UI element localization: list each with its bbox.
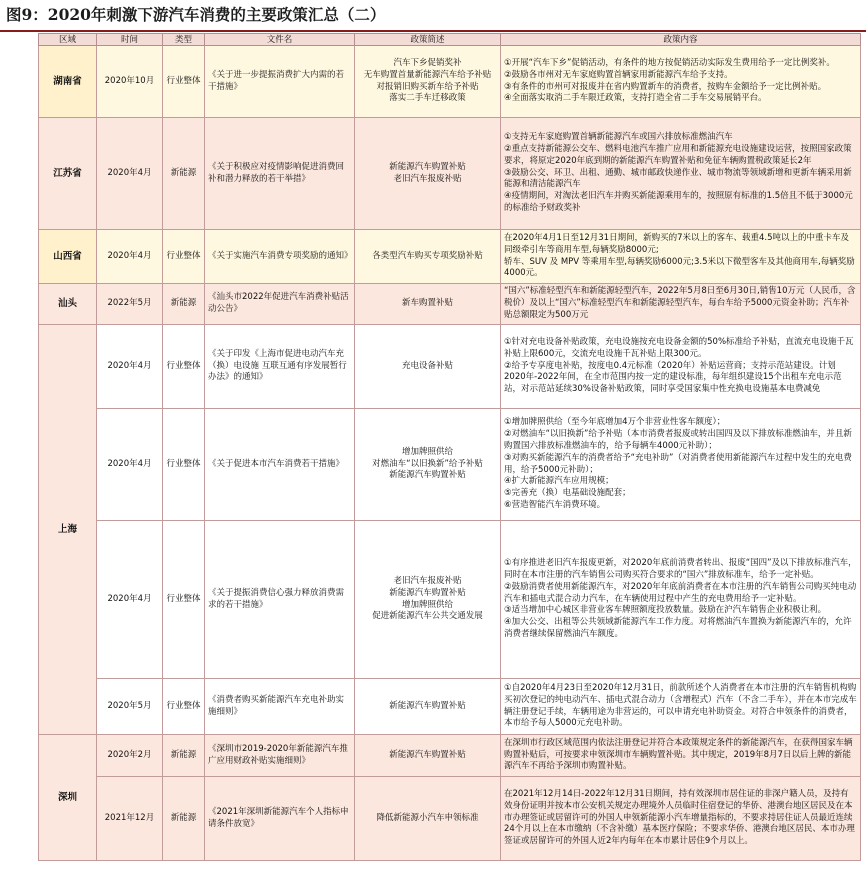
content-line: ①有序推进老旧汽车报废更新，对2020年底前消费者转出、报废“国四”及以下排放标准汽车，同时在本市注册的汽车销售公司购买符合要求的“国六”排放标准车，给予一定补贴。: [504, 558, 857, 580]
brief-line: 各类型汽车购买专项奖励补贴: [372, 250, 483, 261]
doc-cell: 《关于实施汽车消费专项奖励的通知》: [205, 230, 355, 284]
header-time: 时间: [97, 34, 163, 46]
brief-line: 新能源汽车购置补贴: [389, 749, 466, 760]
table-row: [39, 118, 861, 230]
table-row: [39, 679, 861, 735]
region-cell: 湖南省: [39, 46, 97, 118]
policy-table: [38, 33, 861, 861]
content-cell: [501, 284, 861, 325]
content-line: ④疫情期间，对淘汰老旧汽车并购买新能源乘用车的，按照原有标准的1.5倍且不低于3000元的标准给予财政奖补: [504, 191, 853, 213]
brief-line: 新车购置补贴: [401, 298, 453, 309]
brief-line: 新能源汽车购置补贴: [389, 470, 466, 481]
brief-line: 增加牌照供给: [401, 446, 453, 457]
time-cell: 2020年4月: [97, 118, 163, 230]
content-cell: [501, 735, 861, 777]
type-cell: 行业整体: [163, 521, 205, 679]
time-cell: 2020年2月: [97, 735, 163, 777]
content-line: ②给予专享度电补贴，按度电0.4元标准（2020年）补贴运营商；支持示范站建设。计划2020年-2022年间，在全市范围内按一定的建设标准，每年组织建设15个出租车充电示范站，对示范站延续30%设备补贴政策，同时享受国家集中性充换电设施基本电费减免: [504, 360, 842, 395]
content-cell: [501, 777, 861, 861]
table-row: [39, 284, 861, 325]
brief-cell: [355, 118, 501, 230]
type-cell: 行业整体: [163, 679, 205, 735]
type-cell: 行业整体: [163, 325, 205, 409]
table-row: [39, 409, 861, 521]
brief-cell: [355, 735, 501, 777]
content-line: ①开展“汽车下乡”促销活动，有条件的地方按促销活动实际发生费用给予一定比例奖补。: [504, 57, 835, 68]
brief-line: 促进新能源汽车公共交通发展: [372, 611, 483, 622]
table-row: [39, 521, 861, 679]
brief-cell: [355, 230, 501, 284]
brief-cell: [355, 521, 501, 679]
doc-cell: 《关于提振消费信心强力释放消费需求的若干措施》: [205, 521, 355, 679]
table-row: [39, 735, 861, 777]
content-cell: [501, 325, 861, 409]
header-content: 政策内容: [501, 34, 861, 46]
brief-cell: [355, 777, 501, 861]
title-divider: [0, 30, 866, 32]
brief-line: 对燃油车“以旧换新”给予补贴: [372, 458, 483, 469]
content-line: ①支持无车家庭购置首辆新能源汽车或国六排放标准燃油汽车: [504, 132, 733, 143]
table-row: [39, 46, 861, 118]
brief-line: 汽车下乡促销奖补: [393, 57, 462, 68]
type-cell: 行业整体: [163, 409, 205, 521]
doc-cell: 《关于印发《上海市促进电动汽车充（换）电设施 互联互通有序发展暂行办法》的通知》: [205, 325, 355, 409]
region-cell: 山西省: [39, 230, 97, 284]
time-cell: 2020年4月: [97, 230, 163, 284]
header-brief: 政策简述: [355, 34, 501, 46]
content-line: ②鼓励消费者使用新能源汽车，对2020年年底前消费者在本市注册的汽车销售公司购买纯电动汽车和插电式混合动力汽车，在车辆使用过程中产生的充电费用给予一定补贴。: [504, 581, 857, 604]
table-row: [39, 777, 861, 861]
content-line: ②对燃油车“以旧换新”给予补贴（本市消费者报废或转出国四及以下排放标准燃油车，并且新购置国六排放标准燃油车的，给予每辆车4000元补助）；: [504, 429, 852, 451]
brief-line: 新能源汽车购置补贴: [389, 700, 466, 711]
type-cell: 新能源: [163, 777, 205, 861]
brief-line: 新能源汽车购置补贴: [389, 587, 466, 598]
time-cell: 2022年5月: [97, 284, 163, 325]
brief-cell: [355, 325, 501, 409]
brief-line: 增加牌照供给: [401, 599, 453, 610]
doc-cell: 《2021年深圳新能源汽车个人指标申请条件放宽》: [205, 777, 355, 861]
time-cell: 2020年4月: [97, 521, 163, 679]
content-line: 在2021年12月14日-2022年12月31日期间，持有效深圳市居住证的非深户籍人员，及持有效身份证明并按本市公安机关规定办理境外人员临时住宿登记的华侨、港澳台地区居民及在本市办理签证或居留许可的外国人申领新能源小汽车增量指标的，不要求持居住证人员最近连续24个月以上在本市缴纳（不含补缴）基本医疗保险；不要求华侨、港澳台地区居民、本市办理签证或居留许可的外国人近2年内每年在本市累计居住9个月以上。: [504, 789, 855, 847]
content-line: “国六”标准轻型汽车和新能源轻型汽车，2022年5月8日至6月30日,销售10万元（人民币，含税价）及以上“国六”标准轻型汽车和新能源轻型汽车，每台车给予5000元资金补助；汽车补贴总额限定为500万元: [504, 286, 856, 320]
content-line: ①增加牌照供给（至今年底增加4万个非营业性客车额度）；: [504, 417, 726, 428]
brief-line: 无车购置首量新能源汽车给予补贴: [363, 69, 492, 80]
region-cell: 深圳: [39, 735, 97, 861]
brief-cell: [355, 679, 501, 735]
brief-line: 降低新能源小汽车申领标准: [376, 812, 479, 823]
content-cell: [501, 46, 861, 118]
region-cell: 上海: [39, 325, 97, 735]
doc-cell: 《关于积极应对疫情影响促进消费回补和潜力释放的若干举措》: [205, 118, 355, 230]
header-type: 类型: [163, 34, 205, 46]
brief-line: 老旧汽车报废补贴: [393, 575, 462, 586]
brief-cell: [355, 409, 501, 521]
content-line: ②鼓励各市州对无车家庭购置首辆家用新能源汽车给予支持。: [504, 69, 733, 80]
table-row: [39, 230, 861, 284]
time-cell: 2020年10月: [97, 46, 163, 118]
type-cell: 新能源: [163, 118, 205, 230]
content-line: ②重点支持新能源公交车、燃料电池汽车推广应用和新能源充电设施建设运营，按照国家政策要求，将原定2020年底到期的新能源汽车购置补贴和免征车辆购置税政策延长2年: [504, 144, 852, 166]
table-header-row: [39, 34, 861, 46]
content-line: ①针对充电设备补贴政策，充电设施按充电设备金额的50%标准给予补贴，直流充电设施千瓦补贴上限600元，交流充电设施千瓦补贴上限300元。: [504, 337, 854, 359]
region-cell: 江苏省: [39, 118, 97, 230]
figure-title: 图9：2020年刺激下游汽车消费的主要政策汇总（二）: [6, 5, 386, 24]
content-line: ③适当增加中心城区非营业客车牌照额度投放数量。鼓励在沪汽车销售企业积极让利。: [504, 605, 827, 616]
content-cell: [501, 118, 861, 230]
content-line: ④全面落实取消二手车限迁政策，支持打造全省二手车交易展销平台。: [504, 93, 767, 104]
type-cell: 行业整体: [163, 46, 205, 118]
doc-cell: 《消费者购买新能源汽车充电补助实施细则》: [205, 679, 355, 735]
brief-line: 新能源汽车购置补贴: [389, 161, 466, 172]
type-cell: 新能源: [163, 735, 205, 777]
content-line: ④加大公交、出租等公共领域新能源汽车工作力度。对将燃油汽车置换为新能源汽车的，允许消费者继续保留燃油汽车额度。: [504, 617, 852, 639]
brief-cell: [355, 46, 501, 118]
doc-cell: 《关于进一步提振消费扩大内需的若干措施》: [205, 46, 355, 118]
content-line: ③对购买新能源汽车的消费者给予“充电补助”（对消费者使用新能源汽车过程中发生的充电费用，给予5000元补助）；: [504, 452, 852, 475]
time-cell: 2021年12月: [97, 777, 163, 861]
brief-line: 对报销旧购买新车给予补贴: [376, 81, 479, 92]
type-cell: 新能源: [163, 284, 205, 325]
content-line: ④扩大新能源汽车应用规模；: [504, 476, 614, 487]
time-cell: 2020年4月: [97, 409, 163, 521]
content-line: ⑤完善充（换）电基础设施配套；: [504, 488, 631, 499]
content-line: 在2020年4月1日至12月31日期间，新购买的7米以上的客车、载重4.5吨以上的中重卡车及同级牵引车等商用车型,每辆奖励8000元;: [504, 232, 850, 255]
doc-cell: 《深圳市2019-2020年新能源汽车推广应用财政补贴实施细则》: [205, 735, 355, 777]
content-line: ③鼓励公交、环卫、出租、通勤、城市邮政快递作业、城市物流等领域新增和更新车辆采用新能源和清洁能源汽车: [504, 167, 852, 190]
type-cell: 行业整体: [163, 230, 205, 284]
content-cell: [501, 409, 861, 521]
header-doc: 文件名: [205, 34, 355, 46]
table-row: [39, 325, 861, 409]
brief-line: 落实二手车迁移政策: [389, 93, 466, 104]
content-line: ①自2020年4月23日至2020年12月31日，前款所述个人消费者在本市注册的汽车销售机构购买初次登记的纯电动汽车、插电式混合动力（含增程式）汽车（不含二手车），并在本市完成车辆注册登记手续，车辆用途为非营运的，可以申请充电补助资金。对符合申领条件的消费者，本市给予每人5000元充电补助。: [504, 682, 857, 729]
brief-line: 充电设备补贴: [401, 360, 453, 371]
content-cell: [501, 230, 861, 284]
content-line: 轿车、SUV 及 MPV 等乘用车型,每辆奖励6000元;3.5米以下微型客车及其他商用车,每辆奖励4000元。: [504, 256, 855, 279]
content-line: ⑥营造智能汽车消费环境。: [504, 499, 606, 510]
time-cell: 2020年5月: [97, 679, 163, 735]
content-cell: [501, 521, 861, 679]
content-cell: [501, 679, 861, 735]
brief-line: 老旧汽车报废补贴: [393, 173, 462, 184]
time-cell: 2020年4月: [97, 325, 163, 409]
doc-cell: 《汕头市2022年促进汽车消费补贴活动公告》: [205, 284, 355, 325]
content-line: ③有条件的市州可对报废并在省内购置新车的消费者，按购车金额给予一定比例补贴。: [504, 81, 827, 92]
region-cell: 汕头: [39, 284, 97, 325]
header-region: 区域: [39, 34, 97, 46]
brief-cell: [355, 284, 501, 325]
content-line: 在深圳市行政区域范围内依法注册登记并符合本政策规定条件的新能源汽车，在获得国家车辆购置补贴后，可按要求申领深圳市车辆购置补贴。其中规定，2019年8月7日以后上牌的新能源汽车不再给予深圳市购置补贴。: [504, 737, 853, 772]
doc-cell: 《关于促进本市汽车消费若干措施》: [205, 409, 355, 521]
